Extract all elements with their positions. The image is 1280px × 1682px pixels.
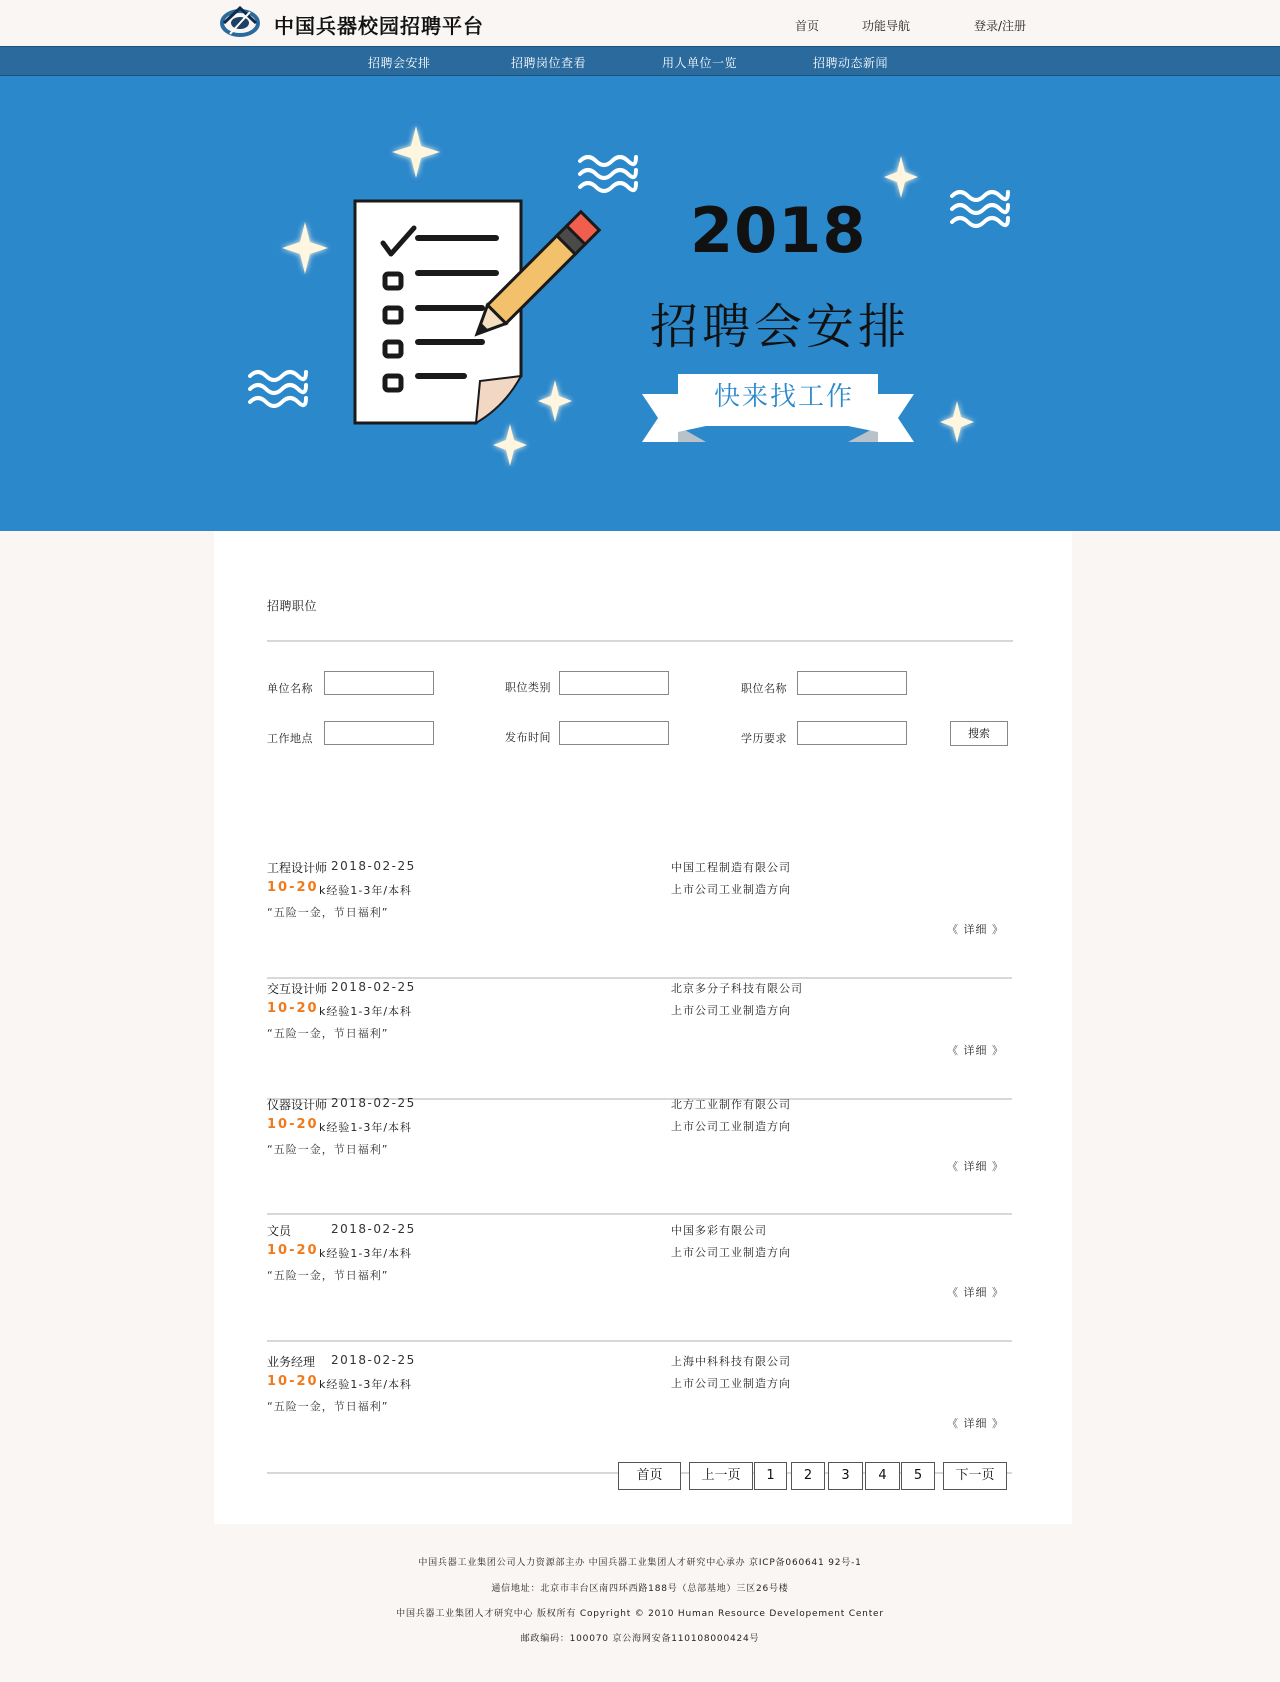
education-label: 学历要求: [741, 732, 787, 745]
job-title[interactable]: 交互设计师: [267, 982, 328, 996]
pagination-prev-button[interactable]: 上一页: [689, 1462, 753, 1490]
job-item[interactable]: [267, 980, 1012, 1100]
pagination-page-1[interactable]: 1: [754, 1462, 787, 1490]
job-perks: “五险一金，节日福利”: [267, 1269, 389, 1282]
section-divider: [267, 640, 1013, 642]
job-company-tag: 上市公司工业制造方向: [671, 1377, 791, 1390]
nav-item-view-positions[interactable]: 招聘岗位查看: [511, 56, 587, 70]
job-company-tag: 上市公司工业制造方向: [671, 1004, 791, 1017]
pagination-page-4[interactable]: 4: [865, 1462, 900, 1490]
footer-address: 通信地址：北京市丰台区南四环西路188号（总部基地）三区26号楼: [491, 1584, 789, 1594]
job-experience: k经验1-3年/本科: [319, 884, 413, 897]
job-perks: “五险一金，节日福利”: [267, 906, 389, 919]
job-company[interactable]: 中国多彩有限公司: [671, 1224, 767, 1237]
job-detail-link[interactable]: 《 详细 》: [947, 1417, 1004, 1430]
job-title[interactable]: 仪器设计师: [267, 1098, 328, 1112]
job-company-tag: 上市公司工业制造方向: [671, 883, 791, 896]
footer-postcode: 邮政编码：100070 京公海网安备110108000424号: [520, 1634, 760, 1644]
login-register-link[interactable]: 登录/注册: [974, 19, 1027, 33]
pagination-page-3[interactable]: 3: [828, 1462, 863, 1490]
job-company-tag: 上市公司工业制造方向: [671, 1246, 791, 1259]
hero-banner: [0, 76, 1280, 531]
job-date: 2018-02-25: [331, 1222, 416, 1236]
job-company[interactable]: 上海中科科技有限公司: [671, 1355, 791, 1368]
pagination-page-5[interactable]: 5: [901, 1462, 935, 1490]
section-title: 招聘职位: [267, 599, 318, 613]
position-input[interactable]: [797, 671, 907, 695]
job-company[interactable]: 北方工业制作有限公司: [671, 1098, 791, 1111]
job-detail-link[interactable]: 《 详细 》: [947, 1286, 1004, 1299]
job-date: 2018-02-25: [331, 1353, 416, 1367]
footer-sponsor: 中国兵器工业集团公司人力资源部主办 中国兵器工业集团人才研究中心承办 京ICP备060641 92号-1: [418, 1558, 862, 1568]
category-label: 职位类别: [505, 681, 551, 694]
main-navbar: [0, 46, 1280, 76]
job-company[interactable]: 中国工程制造有限公司: [671, 861, 791, 874]
function-nav-link[interactable]: 功能导航: [862, 19, 911, 33]
nav-item-news[interactable]: 招聘动态新闻: [813, 56, 889, 70]
job-salary: 10-20: [267, 1243, 319, 1258]
job-detail-link[interactable]: 《 详细 》: [947, 923, 1004, 936]
nav-item-fair-schedule[interactable]: 招聘会安排: [368, 56, 431, 70]
home-link[interactable]: 首页: [795, 19, 820, 33]
search-button[interactable]: 搜索: [950, 721, 1008, 746]
job-experience: k经验1-3年/本科: [319, 1121, 413, 1134]
location-input[interactable]: [324, 721, 434, 745]
publish-time-label: 发布时间: [505, 731, 551, 744]
company-label: 单位名称: [267, 682, 313, 695]
location-label: 工作地点: [267, 732, 313, 745]
top-header: [0, 0, 1280, 46]
position-label: 职位名称: [741, 682, 787, 695]
job-date: 2018-02-25: [331, 980, 416, 994]
pagination-page-2[interactable]: 2: [791, 1462, 825, 1490]
job-item[interactable]: [267, 1353, 1012, 1474]
job-experience: k经验1-3年/本科: [319, 1247, 413, 1260]
education-input[interactable]: [797, 721, 907, 745]
job-date: 2018-02-25: [331, 859, 416, 873]
job-divider: [267, 977, 1012, 979]
job-experience: k经验1-3年/本科: [319, 1378, 413, 1391]
footer-copyright: 中国兵器工业集团人才研究中心 版权所有 Copyright © 2010 Human Resource Developement Center: [396, 1609, 884, 1619]
job-perks: “五险一金，节日福利”: [267, 1400, 389, 1413]
pagination-next-button[interactable]: 下一页: [943, 1462, 1007, 1490]
site-title[interactable]: 中国兵器校园招聘平台: [274, 14, 484, 38]
job-salary: 10-20: [267, 880, 319, 895]
banner-illustration: [0, 76, 1280, 531]
ordnance-logo-icon[interactable]: [220, 6, 260, 40]
job-title[interactable]: 业务经理: [267, 1355, 316, 1369]
job-salary: 10-20: [267, 1001, 319, 1016]
job-salary: 10-20: [267, 1374, 319, 1389]
job-item[interactable]: [267, 1222, 1012, 1342]
publish-time-input[interactable]: [559, 721, 669, 745]
job-item[interactable]: [267, 859, 1012, 979]
banner-ribbon-text: 快来找工作: [714, 382, 855, 412]
pagination-first-button[interactable]: 首页: [618, 1462, 681, 1490]
job-list-card: [214, 531, 1072, 1524]
job-item[interactable]: [267, 1096, 1012, 1215]
job-company[interactable]: 北京多分子科技有限公司: [671, 982, 803, 995]
job-date: 2018-02-25: [331, 1096, 416, 1110]
job-perks: “五险一金，节日福利”: [267, 1027, 389, 1040]
job-divider: [267, 1340, 1012, 1342]
company-input[interactable]: [324, 671, 434, 695]
banner-title: 招聘会安排: [650, 299, 911, 355]
job-salary: 10-20: [267, 1117, 319, 1132]
job-title[interactable]: 文员: [267, 1224, 292, 1238]
banner-year: 2018: [690, 194, 867, 267]
job-divider: [267, 1213, 1012, 1215]
job-title[interactable]: 工程设计师: [267, 861, 328, 875]
category-input[interactable]: [559, 671, 669, 695]
job-detail-link[interactable]: 《 详细 》: [947, 1044, 1004, 1057]
job-company-tag: 上市公司工业制造方向: [671, 1120, 791, 1133]
job-detail-link[interactable]: 《 详细 》: [947, 1160, 1004, 1173]
nav-item-employers[interactable]: 用人单位一览: [662, 56, 738, 70]
job-perks: “五险一金，节日福利”: [267, 1143, 389, 1156]
job-experience: k经验1-3年/本科: [319, 1005, 413, 1018]
